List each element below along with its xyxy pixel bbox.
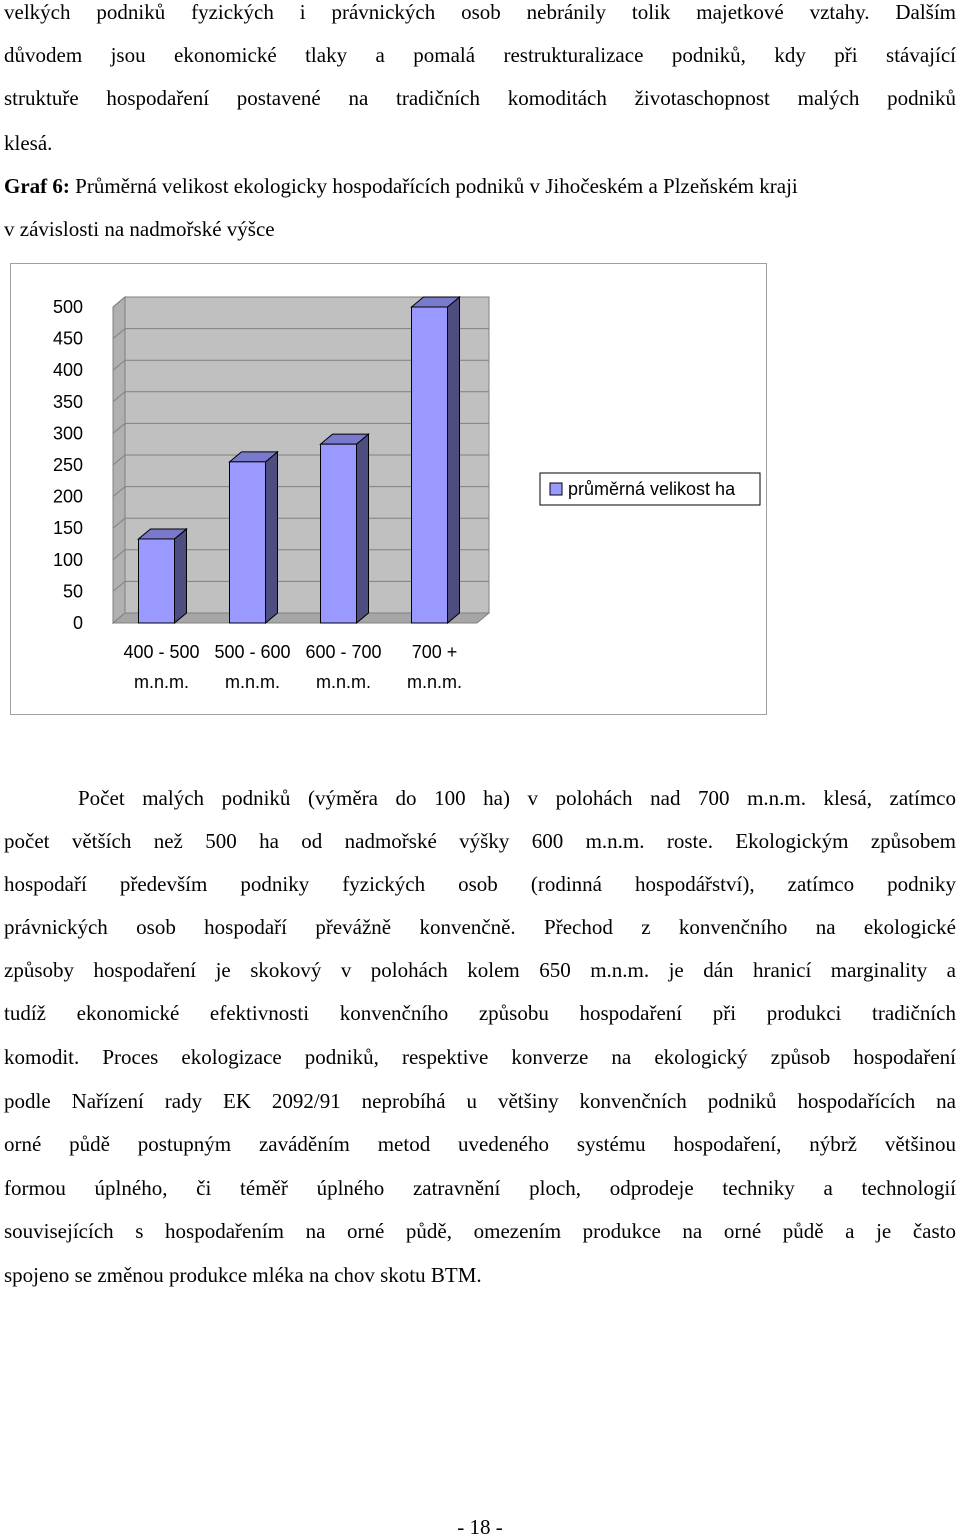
x-tick-label: m.n.m. (224, 672, 281, 692)
bar (412, 297, 460, 623)
bottom-paragraph-line-3: hospodaří především podniky fyzických osob (rodinná hospodářství), zatímco podniky (4, 872, 956, 896)
legend-label: průměrná velikost ha (568, 479, 736, 499)
bottom-paragraph-line-6: tudíž ekonomické efektivnosti konvenčního způsobu hospodaření při produkci tradičních (4, 1001, 956, 1025)
figure-caption-text: Průměrná velikost ekologicky hospodařících podniků v Jihočeském a Plzeňském kraji (69, 174, 798, 198)
top-paragraph-line-2: důvodem jsou ekonomické tlaky a pomalá restrukturalizace podniků, kdy při stávající (4, 43, 956, 67)
bar-front (139, 539, 175, 623)
y-tick-label: 300 (52, 423, 83, 444)
bar-chart (10, 263, 767, 715)
legend-swatch (550, 483, 562, 495)
x-tick-label: 700 + (411, 642, 458, 662)
bar-side (357, 434, 369, 623)
bar-side (448, 297, 460, 623)
top-paragraph-line-1: velkých podniků fyzických i právnických osob nebránily tolik majetkové vztahy. Dalším (4, 0, 956, 24)
x-tick-label: 400 - 500 (123, 642, 200, 662)
bar (139, 529, 187, 623)
bar (321, 434, 369, 623)
y-tick-label: 500 (52, 297, 83, 317)
y-tick-label: 250 (52, 455, 83, 475)
page-number: - 18 - (457, 1515, 503, 1539)
x-tick-label: m.n.m. (406, 672, 463, 692)
figure-caption (4, 174, 956, 198)
x-tick-label: 600 - 700 (305, 642, 382, 662)
x-tick-label: 500 - 600 (214, 642, 291, 662)
bottom-paragraph-line-5: způsoby hospodaření je skokový v polohách kolem 650 m.n.m. je dán hranicí marginality a (4, 958, 956, 982)
y-tick-label: 50 (62, 581, 83, 602)
y-tick-label: 100 (52, 549, 83, 570)
chart-legend (540, 473, 760, 505)
top-paragraph-line-4: klesá. (4, 131, 53, 155)
x-tick-label: m.n.m. (315, 672, 372, 692)
bottom-paragraph-line-12: spojeno se změnou produkce mléka na chov skotu BTM. (4, 1263, 482, 1287)
bottom-paragraph-line-7: komodit. Proces ekologizace podniků, respektive konverze na ekologický způsob hospodaření (4, 1045, 956, 1069)
bottom-paragraph-line-8: podle Nařízení rady EK 2092/91 neprobíhá u většiny konvenčních podniků hospodařících na (4, 1089, 956, 1113)
bar (230, 452, 278, 623)
bottom-paragraph-line-1: Počet malých podniků (výměra do 100 ha) v polohách nad 700 m.n.m. klesá, zatímco (78, 786, 956, 810)
figure-caption-line-2: v závislosti na nadmořské výšce (4, 217, 275, 241)
y-tick-label: 150 (52, 518, 83, 539)
y-tick-label: 350 (52, 391, 83, 412)
figure-caption-label: Graf 6: (4, 174, 70, 198)
y-tick-label: 0 (72, 613, 83, 633)
y-tick-label: 400 (52, 360, 83, 381)
top-paragraph-line-3: struktuře hospodaření postavené na tradičních komoditách životaschopnost malých podniků (4, 86, 956, 110)
y-axis-ticks (53, 297, 83, 633)
bar-side (266, 452, 278, 623)
bottom-paragraph-line-9: orné půdě postupným zaváděním metod uvedeného systému hospodaření, nýbrž většinou (4, 1132, 956, 1156)
bar-front (321, 444, 357, 623)
bar-side (175, 529, 187, 623)
bottom-paragraph-line-4: právnických osob hospodaří převážně konvenčně. Přechod z konvenčního na ekologické (4, 915, 956, 939)
bottom-paragraph-line-11: souvisejících s hospodařením na orné půdě, omezením produkce na orné půdě a je často (4, 1219, 956, 1243)
bar-front (412, 307, 448, 623)
y-tick-label: 450 (52, 328, 83, 349)
bottom-paragraph-line-10: formou úplného, či téměř úplného zatravnění ploch, odprodeje techniky a technologií (4, 1176, 956, 1200)
bar-front (230, 462, 266, 623)
x-axis-ticks (123, 642, 462, 692)
y-tick-label: 200 (52, 486, 83, 507)
x-tick-label: m.n.m. (133, 672, 190, 692)
bottom-paragraph-line-2: počet větších než 500 ha od nadmořské výšky 600 m.n.m. roste. Ekologickým způsobem (4, 829, 956, 853)
